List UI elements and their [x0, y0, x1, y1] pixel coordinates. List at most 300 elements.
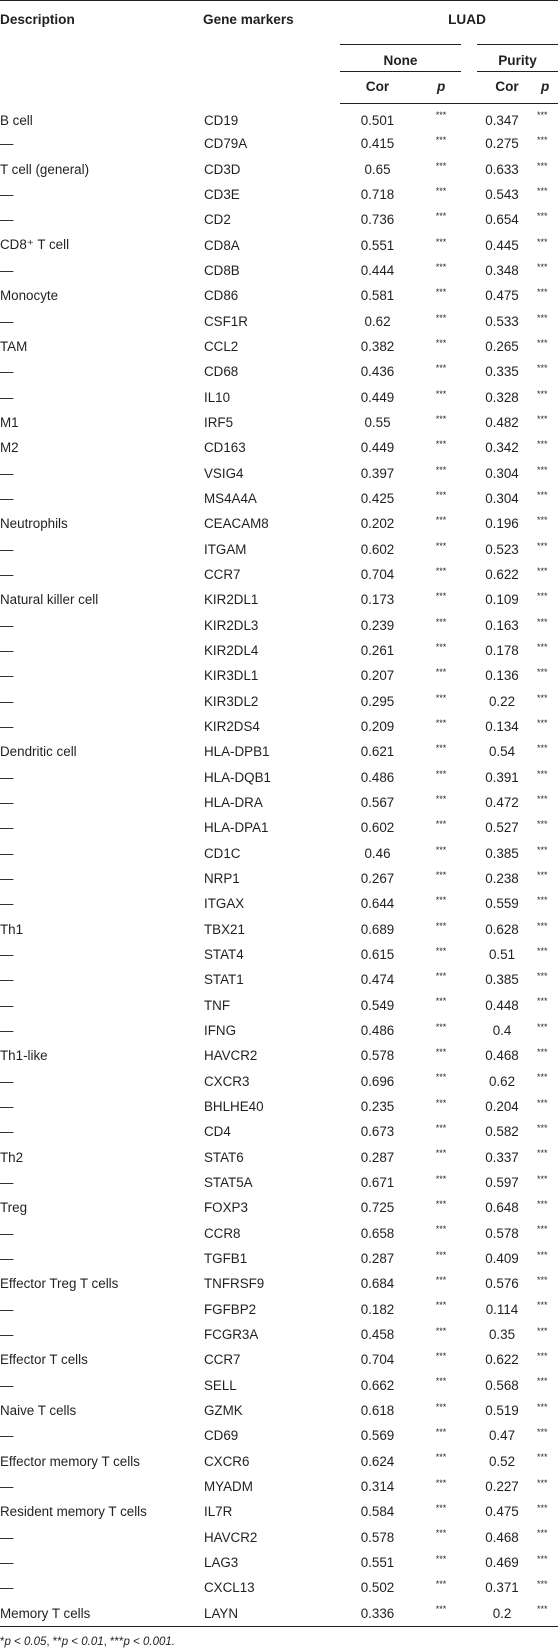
- cell-purity-cor: 0.163: [485, 617, 519, 633]
- cell-description: —: [0, 389, 14, 405]
- cell-gene-marker: IRF5: [204, 415, 234, 431]
- cell-gene-marker: CD3E: [204, 187, 240, 203]
- cell-purity-cor: 0.633: [485, 161, 519, 177]
- cell-none-cor: 0.704: [360, 1352, 395, 1368]
- cell-purity-p: ***: [537, 439, 548, 450]
- cell-purity-p: ***: [537, 768, 548, 779]
- cell-gene-marker: HLA-DQB1: [204, 769, 271, 785]
- cell-purity-p: ***: [537, 1224, 548, 1235]
- cell-description: Neutrophils: [0, 516, 68, 532]
- cell-purity-cor: 0.337: [485, 1149, 519, 1165]
- cell-gene-marker: KIR2DL4: [204, 643, 259, 659]
- cell-purity-p: ***: [537, 1477, 548, 1488]
- cell-none-p: ***: [435, 844, 447, 855]
- cell-none-cor: 0.662: [360, 1377, 395, 1393]
- cell-none-cor: 0.444: [360, 263, 395, 279]
- cell-none-cor: 0.314: [360, 1478, 395, 1494]
- table-row: [0, 1347, 558, 1372]
- cell-purity-cor: 0.543: [485, 187, 519, 203]
- table-row: [0, 435, 558, 460]
- cell-purity-p: ***: [537, 869, 548, 880]
- cell-none-p: ***: [435, 185, 447, 196]
- table-row: [0, 1119, 558, 1144]
- table-row: [0, 815, 558, 840]
- table-row: [0, 1170, 558, 1195]
- cell-none-cor: 0.551: [360, 237, 395, 253]
- cell-none-p: ***: [435, 540, 447, 551]
- cell-description: —: [0, 1124, 14, 1140]
- cell-purity-cor: 0.227: [485, 1478, 519, 1494]
- cell-gene-marker: CD86: [204, 288, 239, 304]
- cell-description: —: [0, 1478, 14, 1494]
- cell-description: M2: [0, 440, 19, 456]
- cell-description: Dendritic cell: [0, 744, 77, 760]
- cell-purity-cor: 0.385: [485, 845, 519, 861]
- cell-none-cor: 0.287: [360, 1250, 395, 1266]
- cell-purity-p: ***: [537, 616, 548, 627]
- cell-description: —: [0, 1529, 14, 1545]
- table-row: [0, 1398, 558, 1423]
- cell-none-cor: 0.397: [360, 465, 395, 481]
- header-none-label: None: [340, 44, 461, 68]
- table-row: [0, 1448, 558, 1473]
- cell-none-p: ***: [435, 211, 447, 222]
- cell-none-p: ***: [435, 1452, 447, 1463]
- cell-description: —: [0, 136, 14, 152]
- cell-none-p: ***: [435, 1047, 447, 1058]
- cell-purity-cor: 0.385: [485, 972, 519, 988]
- cell-purity-cor: 0.628: [485, 921, 519, 937]
- cell-none-p: ***: [435, 135, 447, 146]
- cell-purity-p: ***: [537, 312, 548, 323]
- table-row: [0, 309, 558, 334]
- cell-purity-cor: 0.109: [485, 592, 519, 608]
- cell-none-cor: 0.584: [360, 1504, 395, 1520]
- table-row: [0, 917, 558, 942]
- header-luad-label: LUAD: [448, 12, 486, 27]
- cell-none-p: ***: [435, 1072, 447, 1083]
- table-row: [0, 765, 558, 790]
- cell-description: —: [0, 567, 14, 583]
- cell-purity-cor: 0.196: [485, 516, 519, 532]
- cell-none-p: ***: [435, 971, 447, 982]
- cell-purity-p: ***: [537, 1325, 548, 1336]
- cell-purity-cor: 0.51: [488, 946, 516, 962]
- cell-purity-cor: 0.533: [485, 313, 519, 329]
- cell-none-cor: 0.502: [360, 1580, 395, 1596]
- cell-description: B cell: [0, 112, 33, 128]
- cell-none-p: ***: [435, 1528, 447, 1539]
- cell-description: —: [0, 820, 14, 836]
- cell-gene-marker: CD79A: [204, 136, 248, 152]
- header-purity-p-label: p: [537, 71, 558, 103]
- cell-none-cor: 0.736: [360, 212, 395, 228]
- cell-description: —: [0, 212, 14, 228]
- cell-none-cor: 0.602: [360, 541, 395, 557]
- cell-purity-cor: 0.371: [485, 1580, 519, 1596]
- cell-description: —: [0, 946, 14, 962]
- table-row: [0, 258, 558, 283]
- table-row: [0, 410, 558, 435]
- table-row: [0, 461, 558, 486]
- cell-gene-marker: TNF: [204, 997, 231, 1013]
- cell-none-cor: 0.239: [360, 617, 395, 633]
- header-purity: [467, 39, 558, 71]
- cell-description: Th2: [0, 1149, 24, 1165]
- cell-purity-p: ***: [537, 1452, 548, 1463]
- cell-gene-marker: CD8A: [204, 237, 240, 253]
- cell-none-p: ***: [435, 1300, 447, 1311]
- cell-none-p: ***: [435, 768, 447, 779]
- cell-description: —: [0, 643, 14, 659]
- cell-description: —: [0, 465, 14, 481]
- cell-gene-marker: CEACAM8: [204, 516, 269, 532]
- table-row: [0, 714, 558, 739]
- table-row: [0, 511, 558, 536]
- cell-gene-marker: HLA-DRA: [204, 795, 263, 811]
- cell-description: —: [0, 693, 14, 709]
- cell-gene-marker: IL7R: [204, 1504, 233, 1520]
- cell-purity-cor: 0.2: [467, 1600, 537, 1626]
- cell-gene-marker: IL10: [204, 389, 231, 405]
- table-row: [0, 1550, 558, 1575]
- cell-none-p: ***: [435, 337, 447, 348]
- cell-none-cor: 0.65: [364, 161, 391, 177]
- table-row: [0, 992, 558, 1017]
- cell-none-cor: 0.182: [360, 1301, 395, 1317]
- cell-none-p: ***: [435, 1325, 447, 1336]
- cell-purity-p: ***: [537, 641, 548, 652]
- table-row: [0, 1246, 558, 1271]
- cell-gene-marker: NRP1: [204, 871, 240, 886]
- cell-purity-p: ***: [537, 844, 548, 855]
- cell-none-cor: 0.46: [364, 845, 391, 861]
- cell-purity-p: ***: [537, 1528, 548, 1539]
- cell-purity-cor: 0.4: [492, 1022, 512, 1038]
- cell-gene-marker: HLA-DPB1: [204, 744, 270, 760]
- cell-gene-marker: TGFB1: [204, 1250, 248, 1266]
- table-row: [0, 233, 558, 258]
- table-row: [0, 131, 558, 156]
- cell-purity-p: ***: [537, 1021, 548, 1032]
- cell-description: —: [0, 1580, 14, 1596]
- cell-purity-p: ***: [537, 160, 548, 171]
- cell-none-cor: 0.202: [360, 516, 395, 532]
- cell-purity-p: ***: [537, 388, 548, 399]
- cell-none-p: ***: [435, 363, 447, 374]
- table-row: [0, 157, 558, 182]
- cell-purity-cor: 0.342: [485, 440, 519, 456]
- cell-purity-cor: 0.472: [485, 795, 519, 811]
- table-row: [0, 537, 558, 562]
- cell-none-p: ***: [435, 439, 447, 450]
- cell-description: —: [0, 541, 14, 557]
- cell-purity-cor: 0.622: [485, 1352, 519, 1368]
- cell-purity-cor: 0.304: [485, 465, 519, 481]
- cell-purity-cor: 0.35: [488, 1326, 516, 1342]
- cell-purity-p: ***: [537, 337, 548, 348]
- cell-purity-p: ***: [537, 996, 548, 1007]
- cell-none-cor: 0.569: [360, 1428, 395, 1444]
- cell-gene-marker: FCGR3A: [204, 1326, 259, 1342]
- cell-none-p: ***: [435, 996, 447, 1007]
- cell-gene-marker: LAG3: [204, 1554, 239, 1570]
- cell-gene-marker: KIR3DL1: [204, 668, 259, 684]
- cell-none-p: ***: [435, 717, 447, 728]
- cell-gene-marker: STAT5A: [204, 1174, 253, 1190]
- cell-purity-p: ***: [537, 211, 548, 222]
- cell-gene-marker: KIR2DS4: [204, 719, 260, 735]
- cell-gene-marker: CD1C: [204, 845, 241, 861]
- table-row: [0, 1524, 558, 1549]
- cell-none-cor: 0.449: [360, 389, 395, 405]
- cell-purity-cor: 0.527: [485, 820, 519, 836]
- cell-gene-marker: CCR8: [204, 1225, 241, 1241]
- cell-purity-p: ***: [537, 236, 548, 247]
- table-row: [0, 967, 558, 992]
- cell-none-cor: 0.578: [360, 1529, 395, 1545]
- cell-gene-marker: ITGAX: [204, 896, 245, 912]
- cell-none-p: ***: [435, 1173, 447, 1184]
- cell-purity-p: ***: [537, 515, 548, 526]
- cell-description: —: [0, 972, 14, 988]
- cell-purity-cor: 0.204: [485, 1098, 519, 1114]
- cell-none-p: ***: [435, 287, 447, 298]
- cell-purity-p: ***: [537, 1503, 548, 1514]
- cell-none-cor: 0.615: [360, 946, 395, 962]
- cell-none-p: ***: [435, 515, 447, 526]
- table-body: [0, 104, 558, 1627]
- header-none: [340, 39, 467, 71]
- cell-none-p: ***: [435, 743, 447, 754]
- cell-none-cor: 0.486: [360, 1022, 395, 1038]
- table-row: [0, 613, 558, 638]
- cell-purity-cor: 0.469: [485, 1554, 519, 1570]
- cell-none-cor: 0.436: [360, 364, 395, 380]
- table-row: [0, 1220, 558, 1245]
- cell-none-cor: 0.474: [360, 972, 395, 988]
- header-purity-cor: [467, 71, 537, 104]
- cell-purity-cor: 0.275: [485, 136, 519, 152]
- cell-description: T cell (general): [0, 161, 90, 177]
- cell-none-p: ***: [435, 1224, 447, 1235]
- cell-none-p: ***: [435, 464, 447, 475]
- cell-gene-marker: CSF1R: [204, 313, 248, 329]
- cell-none-cor: 0.718: [360, 187, 395, 203]
- cell-description: —: [0, 1073, 14, 1089]
- cell-purity-p: ***: [537, 1148, 548, 1159]
- cell-purity-p: ***: [537, 591, 548, 602]
- cell-gene-marker: HLA-DPA1: [204, 820, 269, 836]
- cell-purity-p: ***: [537, 692, 548, 703]
- cell-description: —: [0, 617, 14, 633]
- cell-none-p: ***: [435, 1021, 447, 1032]
- cell-purity-cor: 0.475: [485, 288, 519, 304]
- cell-description: Resident memory T cells: [0, 1504, 147, 1520]
- cell-gene-marker: CD2: [204, 212, 231, 228]
- cell-none-cor: 0.261: [360, 643, 395, 659]
- cell-purity-cor: 0.238: [485, 871, 519, 886]
- cell-gene-marker: SELL: [204, 1377, 237, 1393]
- table-row: [0, 638, 558, 663]
- cell-none-cor: 0.684: [360, 1276, 395, 1292]
- cell-none-p: ***: [435, 819, 447, 830]
- cell-none-cor: 0.449: [360, 440, 395, 456]
- header-luad: [340, 1, 558, 40]
- cell-gene-marker: CD19: [204, 112, 239, 128]
- cell-purity-cor: 0.114: [485, 1301, 519, 1317]
- cell-none-p: ***: [435, 1553, 447, 1564]
- cell-purity-cor: 0.62: [488, 1073, 516, 1089]
- table-row: [0, 1068, 558, 1093]
- header-gene-markers: Gene markers: [202, 1, 340, 104]
- table-row: [0, 790, 558, 815]
- cell-purity-cor: 0.482: [485, 415, 519, 431]
- cell-description: —: [0, 896, 14, 912]
- table-row: [0, 689, 558, 714]
- cell-purity-p: ***: [537, 920, 548, 931]
- cell-none-p: ***: [435, 110, 447, 120]
- table-row: [0, 1043, 558, 1068]
- cell-none-cor: 0.696: [360, 1073, 395, 1089]
- cell-purity-cor: 0.391: [485, 769, 519, 785]
- cell-purity-p: ***: [537, 1351, 548, 1362]
- cell-gene-marker: CD3D: [204, 161, 241, 177]
- cell-purity-cor: 0.654: [485, 212, 519, 228]
- cell-purity-p: ***: [537, 489, 548, 500]
- cell-none-p: ***: [435, 1401, 447, 1412]
- cell-purity-p: ***: [537, 1047, 548, 1058]
- cell-description: Treg: [0, 1200, 28, 1216]
- cell-none-p: ***: [435, 692, 447, 703]
- cell-gene-marker: CXCL13: [204, 1580, 255, 1596]
- cell-none-p: ***: [435, 1148, 447, 1159]
- cell-none-p: ***: [435, 1249, 447, 1260]
- cell-purity-cor: 0.54: [488, 744, 516, 760]
- cell-description: Natural killer cell: [0, 592, 99, 608]
- cell-purity-p: ***: [537, 1376, 548, 1387]
- cell-gene-marker: CCR7: [204, 1352, 241, 1368]
- cell-none-p: ***: [435, 1275, 447, 1286]
- cell-description: Memory T cells: [0, 1600, 202, 1626]
- cell-none-cor: 0.458: [360, 1326, 395, 1342]
- cell-purity-cor: 0.519: [485, 1402, 519, 1418]
- cell-description: —: [0, 1250, 14, 1266]
- cell-none-cor: 0.415: [360, 136, 395, 152]
- cell-purity-p: ***: [537, 1173, 548, 1184]
- cell-purity-p: ***: [537, 110, 548, 120]
- cell-none-p: ***: [435, 388, 447, 399]
- cell-purity-cor: 0.47: [488, 1428, 516, 1444]
- cell-purity-cor: 0.597: [485, 1174, 519, 1190]
- cell-description: Th1: [0, 921, 24, 937]
- cell-purity-p: ***: [537, 667, 548, 678]
- table-row: [0, 1600, 558, 1626]
- cell-none-p: ***: [435, 591, 447, 602]
- cell-gene-marker: MYADM: [204, 1478, 253, 1494]
- cell-purity-cor: 0.348: [485, 263, 519, 279]
- cell-none-cor: 0.551: [360, 1554, 395, 1570]
- cell-none-cor: 0.295: [360, 693, 395, 709]
- cell-description: —: [0, 313, 14, 329]
- table-row: [0, 942, 558, 967]
- cell-purity-p: ***: [537, 1427, 548, 1438]
- header-none-cor-label: Cor: [340, 71, 415, 103]
- cell-none-p: ***: [435, 895, 447, 906]
- cell-purity-p: ***: [537, 743, 548, 754]
- cell-description: —: [0, 1225, 14, 1241]
- cell-description: —: [0, 668, 14, 684]
- cell-description: —: [0, 1554, 14, 1570]
- cell-purity-cor: 0.328: [485, 389, 519, 405]
- cell-none-cor: 0.549: [360, 997, 395, 1013]
- table-row: [0, 663, 558, 688]
- cell-gene-marker: FOXP3: [204, 1200, 248, 1216]
- cell-gene-marker: FGFBP2: [204, 1301, 257, 1317]
- cell-purity-cor: 0.304: [485, 491, 519, 507]
- cell-purity-cor: 0.578: [485, 1225, 519, 1241]
- cell-purity-cor: 0.648: [485, 1200, 519, 1216]
- cell-gene-marker: KIR2DL3: [204, 617, 259, 633]
- table-row: [0, 866, 558, 891]
- cell-purity-p: ***: [537, 1300, 548, 1311]
- cell-purity-p: ***: [537, 464, 548, 475]
- cell-purity-cor: 0.409: [485, 1250, 519, 1266]
- cell-purity-p: ***: [537, 717, 548, 728]
- cell-none-cor: 0.704: [360, 567, 395, 583]
- cell-none-p: ***: [435, 1376, 447, 1387]
- cell-none-cor: 0.671: [360, 1174, 395, 1190]
- cell-gene-marker: GZMK: [204, 1402, 243, 1418]
- table-row: [0, 1195, 558, 1220]
- cell-none-p: ***: [435, 1199, 447, 1210]
- cell-gene-marker: MS4A4A: [204, 491, 257, 507]
- cell-gene-marker: TNFRSF9: [204, 1276, 265, 1292]
- cell-purity-p: ***: [537, 1579, 548, 1590]
- cell-purity-p: ***: [537, 945, 548, 956]
- header-description: Description: [0, 1, 202, 104]
- cell-gene-marker: CXCR3: [204, 1073, 250, 1089]
- cell-none-p: ***: [435, 160, 447, 171]
- cell-purity-cor: 0.475: [485, 1504, 519, 1520]
- cell-description: Naive T cells: [0, 1402, 77, 1418]
- cell-none-cor: 0.486: [360, 769, 395, 785]
- cell-description: —: [0, 871, 14, 886]
- cell-gene-marker: STAT4: [204, 946, 244, 962]
- cell-description: —: [0, 1174, 14, 1190]
- cell-none-cor: 0.644: [360, 896, 395, 912]
- cell-purity-cor: 0.523: [485, 541, 519, 557]
- header-purity-p: [537, 71, 558, 104]
- cell-none-cor: 0.235: [360, 1098, 395, 1114]
- cell-gene-marker: LAYN: [202, 1600, 340, 1626]
- table-row: [0, 1499, 558, 1524]
- cell-none-cor: 0.689: [360, 921, 395, 937]
- cell-none-cor: 0.602: [360, 820, 395, 836]
- cell-none-cor: 0.267: [360, 871, 395, 886]
- cell-none-cor: 0.618: [360, 1402, 395, 1418]
- cell-none-p: ***: [435, 1097, 447, 1108]
- table-row: [0, 891, 558, 916]
- cell-purity-cor: 0.445: [485, 237, 519, 253]
- cell-none-cor: 0.658: [360, 1225, 395, 1241]
- cell-none-p: ***: [435, 1503, 447, 1514]
- cell-none-p: ***: [435, 489, 447, 500]
- cell-none-cor: 0.173: [360, 592, 395, 608]
- cell-purity-p: ***: [537, 540, 548, 551]
- cell-purity-cor: 0.582: [485, 1124, 519, 1140]
- cell-gene-marker: CD69: [204, 1428, 239, 1444]
